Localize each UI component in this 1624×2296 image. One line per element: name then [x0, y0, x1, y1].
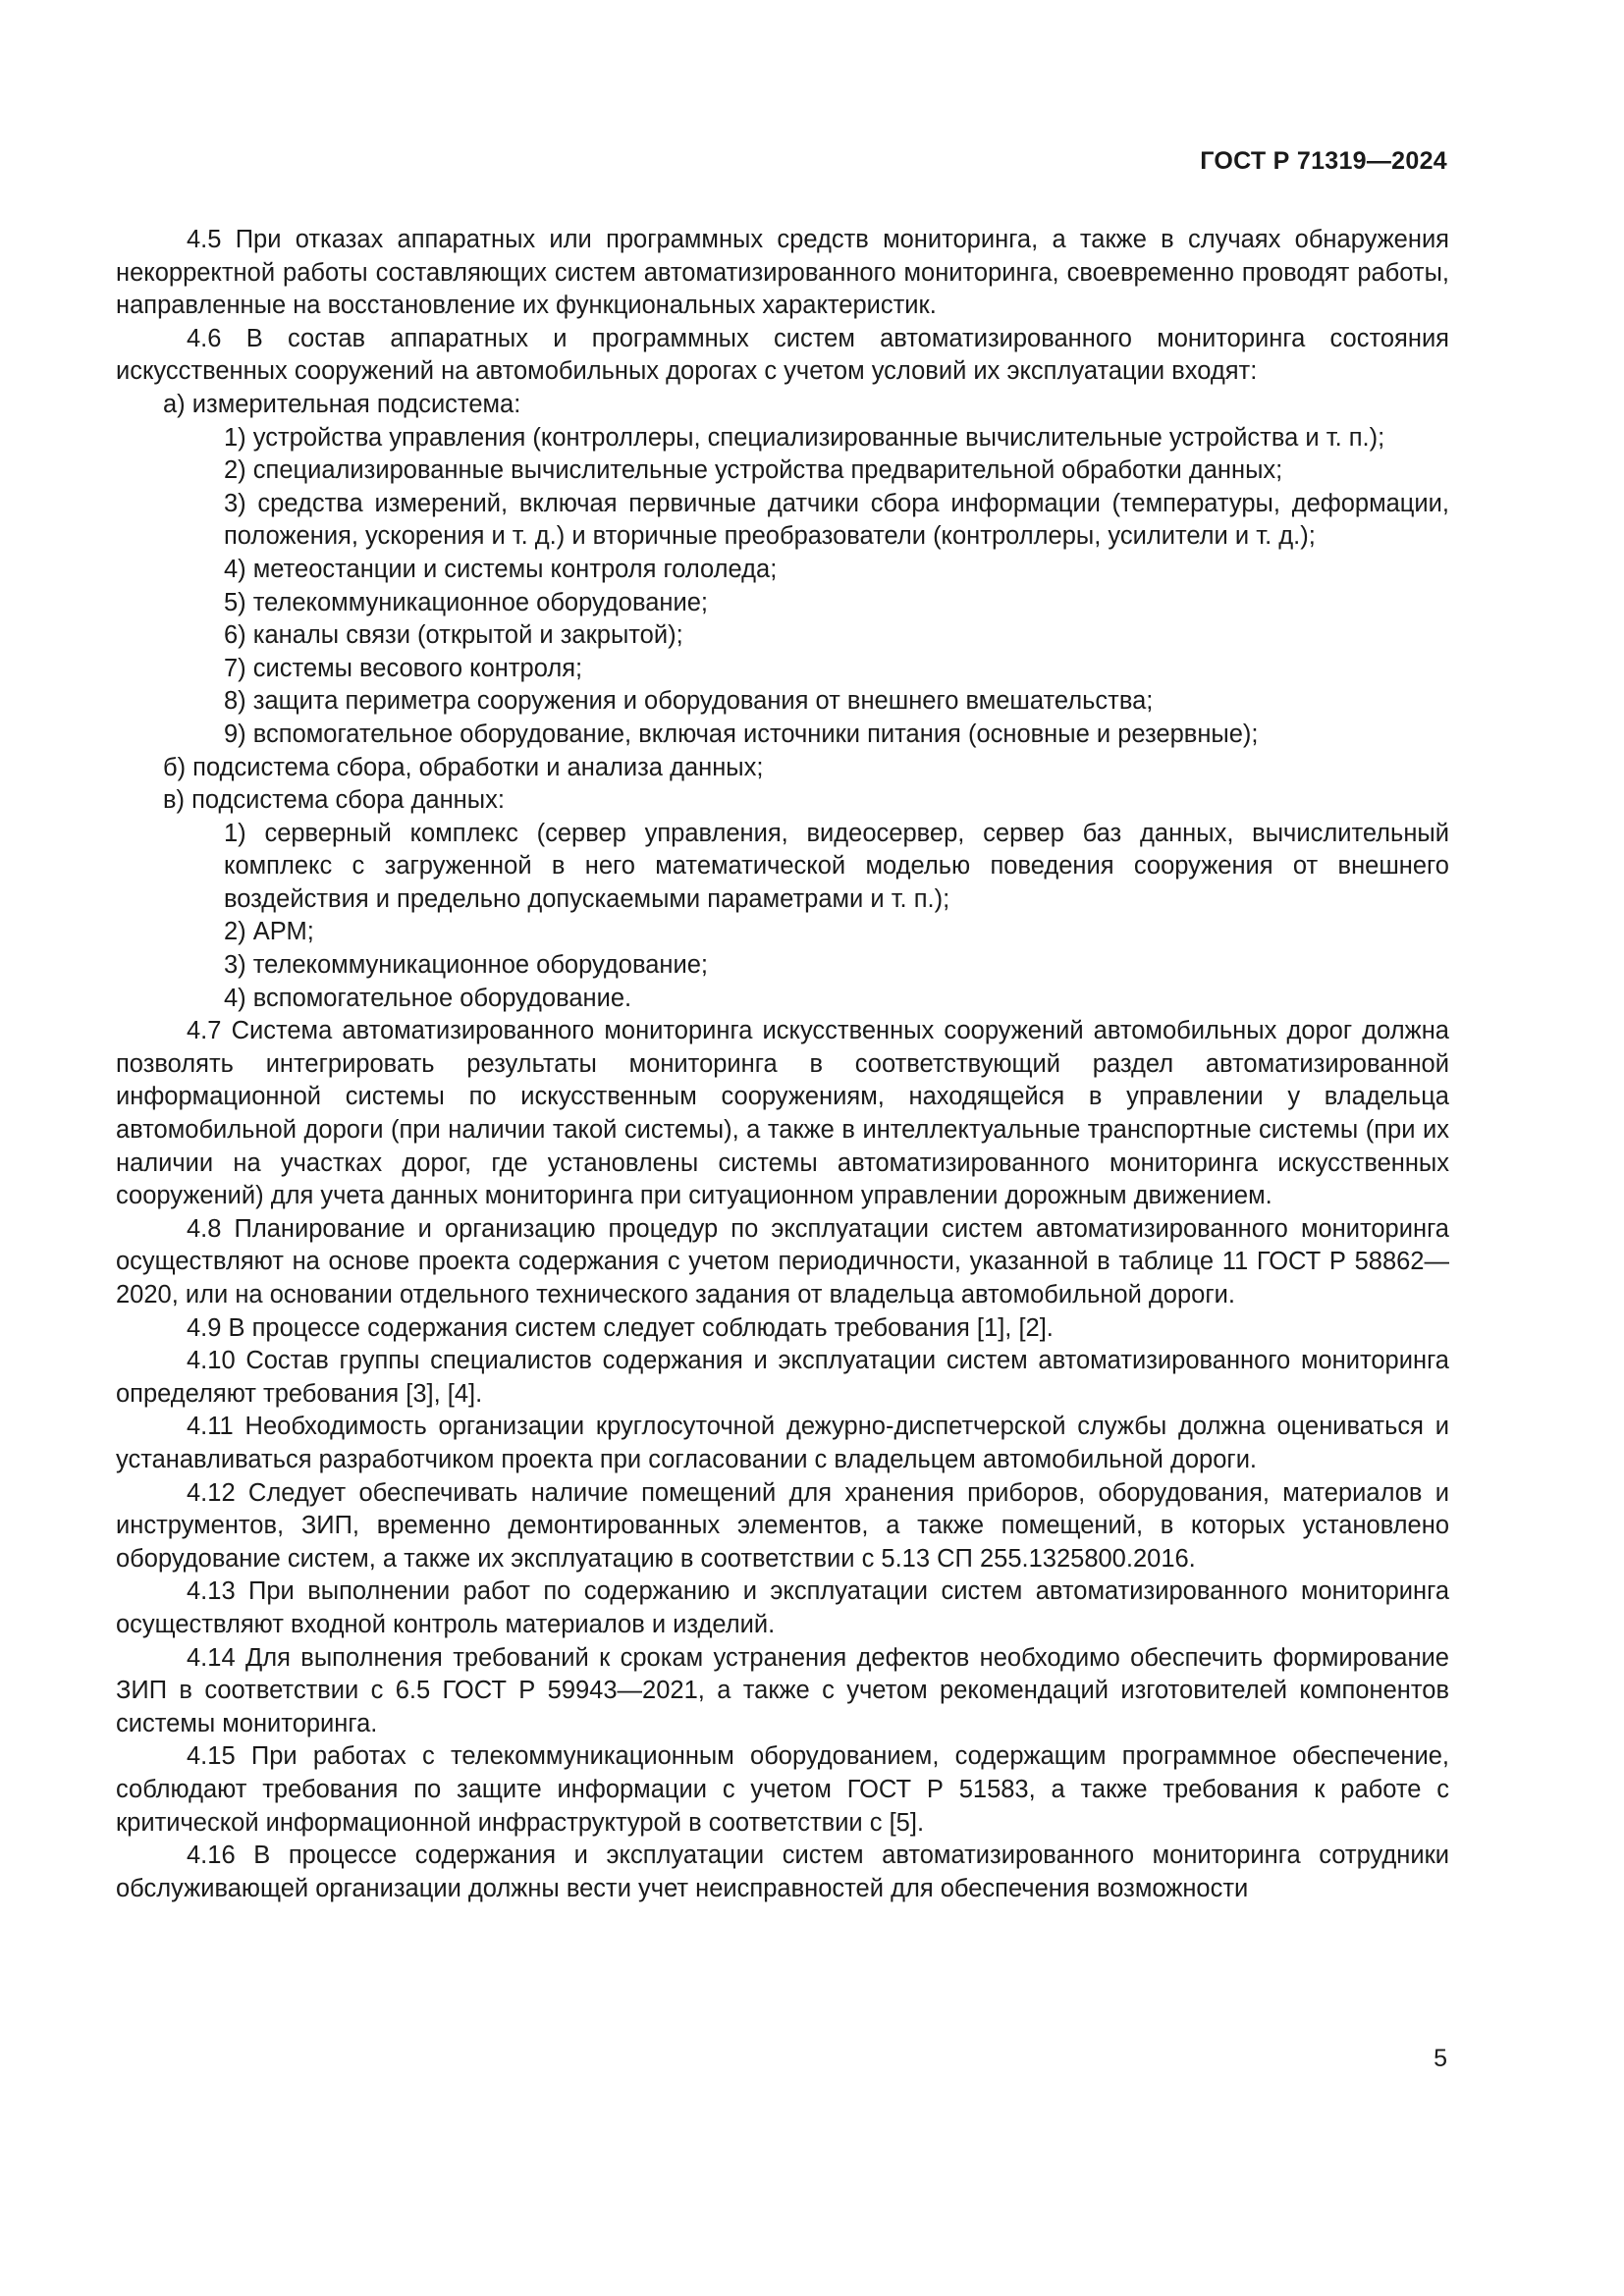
list-item: в) подсистема сбора данных: — [163, 786, 505, 815]
paragraph: 4.16 В процессе содержания и эксплуатации систем автоматизированного мониторинга сотрудники обслуживающей организации должны вести учет неисправностей для обеспечения возможности — [116, 1842, 1449, 1902]
sub-list-item: 1) устройства управления (контроллеры, специализированные вычислительные устройства и т. п.); — [224, 423, 1385, 452]
list-item: а) измерительная подсистема: — [163, 390, 521, 418]
paragraph: 4.13 При выполнении работ по содержанию и эксплуатации систем автоматизированного мониторинга осуществляют входной контроль материалов и изделий. — [116, 1577, 1449, 1638]
sub-list-item: 4) метеостанции и системы контроля гололеда; — [224, 555, 778, 583]
paragraph: 4.6 В состав аппаратных и программных систем автоматизированного мониторинга состояния искусственных сооружений на автомобильных дорогах с учетом условий их эксплуатации входят: — [116, 324, 1449, 386]
sub-list-item: 4) вспомогательное оборудование. — [224, 984, 632, 1012]
paragraph: 4.9 В процессе содержания систем следует соблюдать требования [1], [2]. — [187, 1313, 1054, 1342]
paragraph: 4.8 Планирование и организацию процедур по эксплуатации систем автоматизированного мониторинга осуществляют на основе проекта содержания с учетом периодичности, указанной в таблице 11 ГОСТ Р 58862—2020, или на основании отдельного технического задания от владельца автомобильной дороги. — [116, 1214, 1449, 1308]
paragraph: 4.10 Состав группы специалистов содержания и эксплуатации систем автоматизированного мониторинга определяют требования [3], [4]. — [116, 1347, 1449, 1408]
sub-list-item: 5) телекоммуникационное оборудование; — [224, 588, 709, 616]
paragraph: 4.5 При отказах аппаратных или программных средств мониторинга, а также в случаях обнаружения некорректной работы составляющих систем автоматизированного мониторинга, своевременно проводят работы, направленные на восстановление их функциональных характеристик. — [116, 226, 1449, 320]
sub-list-item: 7) системы весового контроля; — [224, 654, 583, 682]
sub-list-item: 6) каналы связи (открытой и закрытой); — [224, 621, 683, 650]
paragraph: 4.15 При работах с телекоммуникационным оборудованием, содержащим программное обеспечение, соблюдают требования по защите информации с учетом ГОСТ Р 51583, а также требования к работе с критической информационной инфраструктурой в соответствии с [5]. — [116, 1742, 1449, 1837]
paragraph: 4.11 Необходимость организации круглосуточной дежурно-диспетчерской службы должна оцениваться и устанавливаться разработчиком проекта при согласовании с владельцем автомобильной дороги. — [116, 1413, 1449, 1473]
paragraph: 4.12 Следует обеспечивать наличие помещений для хранения приборов, оборудования, материалов и инструментов, ЗИП, временно демонтированных элементов, а также помещений, в которых установлено оборудование систем, а также их эксплуатацию в соответствии с 5.13 СП 255.1325800.2016. — [116, 1478, 1449, 1573]
sub-list-item: 1) серверный комплекс (сервер управления, видеосервер, сервер баз данных, вычислительный комплекс с загруженной в него математической моделью поведения сооружения от внешнего воздействия и предельно допускаемыми параметрами и т. п.); — [224, 819, 1449, 913]
sub-list-item: 8) защита периметра сооружения и оборудования от внешнего вмешательства; — [224, 687, 1154, 716]
list-item: б) подсистема сбора, обработки и анализа данных; — [163, 753, 764, 781]
paragraph: 4.7 Система автоматизированного мониторинга искусственных сооружений автомобильных дорог должна позволять интегрировать результаты мониторинга в соответствующий раздел автоматизированной информационной системы по искусственным сооружениям, находящейся в управлении у владельца автомобильной дороги (при наличии такой системы), а также в интеллектуальные транспортные системы (при их наличии на участках дорог, где установлены системы автоматизированного мониторинга искусственных сооружений) для учета данных мониторинга при ситуационном управлении дорожным движением. — [116, 1017, 1449, 1210]
sub-list-item: 3) телекоммуникационное оборудование; — [224, 951, 709, 980]
sub-list-item: 2) АРМ; — [224, 918, 314, 946]
paragraph: 4.14 Для выполнения требований к срокам устранения дефектов необходимо обеспечить формирование ЗИП в соответствии с 6.5 ГОСТ Р 59943—2021, а также с учетом рекомендаций изготовителей компонентов системы мониторинга. — [116, 1643, 1449, 1737]
sub-list-item: 9) вспомогательное оборудование, включая источники питания (основные и резервные); — [224, 720, 1259, 748]
body-text — [116, 224, 1449, 1905]
page-number: 5 — [1434, 2045, 1447, 2072]
sub-list-item: 3) средства измерений, включая первичные датчики сбора информации (температуры, деформации, положения, ускорения и т. д.) и вторичные преобразователи (контроллеры, усилители и т. д.); — [224, 489, 1449, 551]
sub-list-item: 2) специализированные вычислительные устройства предварительной обработки данных; — [224, 456, 1283, 485]
document-code: ГОСТ Р 71319—2024 — [1200, 147, 1447, 175]
